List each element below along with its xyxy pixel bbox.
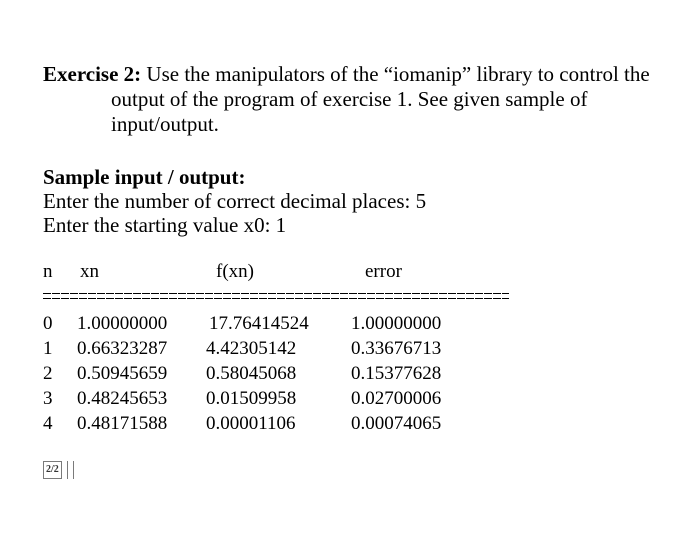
row-3-xn: 0.48245653 xyxy=(77,388,168,409)
sample-prompt-decimals: Enter the number of correct decimal places: 5 xyxy=(43,189,427,213)
row-3-n: 3 xyxy=(43,388,53,409)
exercise-paragraph xyxy=(43,62,673,137)
row-4-n: 4 xyxy=(43,413,53,434)
sample-section xyxy=(43,165,426,237)
header-error: error xyxy=(365,261,402,282)
exercise-label: Exercise 2: xyxy=(43,62,142,86)
page-indicator xyxy=(43,461,74,479)
exercise-line-1 xyxy=(43,62,673,87)
table-separator xyxy=(43,293,509,300)
separator-line-top xyxy=(43,293,509,294)
exercise-line-3: input/output. xyxy=(111,112,219,136)
row-1-n: 1 xyxy=(43,338,53,359)
row-1-xn: 0.66323287 xyxy=(77,338,168,359)
page-bar-1 xyxy=(64,461,68,479)
row-1-fxn: 4.42305142 xyxy=(206,338,297,359)
row-4-xn: 0.48171588 xyxy=(77,413,168,434)
row-0-xn: 1.00000000 xyxy=(77,313,168,334)
header-fxn: f(xn) xyxy=(216,261,254,282)
row-4-error: 0.00074065 xyxy=(351,413,442,434)
sample-prompt-start: Enter the starting value x0: 1 xyxy=(43,213,287,237)
header-xn: xn xyxy=(80,261,99,282)
row-0-fxn: 17.76414524 xyxy=(209,313,309,334)
row-2-n: 2 xyxy=(43,363,53,384)
row-1-error: 0.33676713 xyxy=(351,338,442,359)
row-2-xn: 0.50945659 xyxy=(77,363,168,384)
page-bar-2 xyxy=(70,461,74,479)
header-n: n xyxy=(43,261,53,282)
row-2-fxn: 0.58045068 xyxy=(206,363,297,384)
row-0-error: 1.00000000 xyxy=(351,313,442,334)
row-3-fxn: 0.01509958 xyxy=(206,388,297,409)
row-4-fxn: 0.00001106 xyxy=(206,413,296,434)
page-number: 2/2 xyxy=(43,461,62,479)
row-0-n: 0 xyxy=(43,313,53,334)
exercise-line-2: output of the program of exercise 1. See given sample of xyxy=(111,87,588,111)
sample-heading: Sample input / output: xyxy=(43,165,246,189)
row-2-error: 0.15377628 xyxy=(351,363,442,384)
separator-line-bottom xyxy=(43,298,509,299)
row-3-error: 0.02700006 xyxy=(351,388,442,409)
exercise-text-1: Use the manipulators of the “iomanip” library to control the xyxy=(141,62,650,86)
